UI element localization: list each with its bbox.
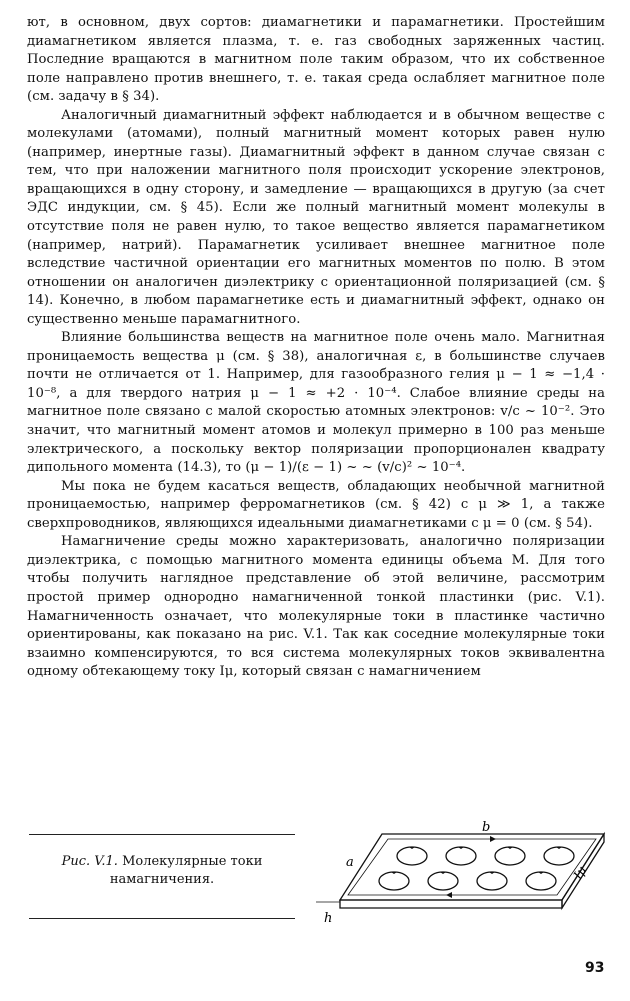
label-b: b [482, 820, 491, 835]
caption-rule-top [29, 834, 295, 835]
plate-front-side [340, 900, 562, 908]
edge-current-arrow [490, 836, 496, 842]
paragraph-2: Аналогичный диамагнитный эффект наблюдается и в обычном веществе с молекулами (атомами), полный магнитный момент которых равен нулю (например, инертные газы). Диамагнитный эффект в данном случае связан с тем, что при наложении магнитного поля происходит ускорение электронов, вращающихся в одну сторону, и замедление — вращающихся в другую (за счет ЭДС индукции, см. § 45). Если же полный магнитный момент молекулы в отсутствие поля не равен нулю, то такое вещество является парамагнетиком (например, натрий). Парамагнетик усиливает внешнее магнитное поле вследствие частичной ориентации его магнитных моментов по полю. В этом отношении он аналогичен диэлектрику с ориентационной поляризацией (см. § 14). Конечно, в любом парамагнетике есть и диамагнитный эффект, однако он существенно меньше парамагнитного. [27, 107, 605, 327]
plate-diagram [312, 818, 612, 938]
paragraph-3: Влияние большинства веществ на магнитное поле очень мало. Магнитная проницаемость вещества μ (см. § 38), аналогичная ε, в большинстве случаев почти не отличается от 1. Например, для газообразного гелия μ − 1 ≈ −1,4 · 10⁻⁸, а для твердого натрия μ − 1 ≈ +2 · 10⁻⁴. Слабое влияние среды на магнитное поле связано с малой скоростью атомных электронов: v/c ~ 10⁻². Это значит, что магнитный момент атомов и молекул примерно в 100 раз меньше электрического, а поскольку вектор поляризации пропорционален квадрату дипольного момента (14.3), то (μ − 1)/(ε − 1) ~ ~ (v/c)² ~ 10⁻⁴. [27, 330, 605, 476]
caption-label: Рис. V.1. [61, 854, 118, 869]
page-number: 93 [585, 960, 605, 976]
figure-caption [29, 853, 295, 889]
paragraph-5: Намагничение среды можно характеризовать, аналогично поляризации диэлектрика, с помощью магнитного момента единицы объема M. Для того чтобы получить наглядное представление об этой величине, рассмотрим простой пример однородно намагниченной тонкой пластинки (рис. V.1). Намагниченность означает, что молекулярные токи в пластинке частично ориентированы, как показано на рис. V.1. Так как соседние молекулярные токи взаимно компенсируются, то вся система молекулярных токов эквивалентна одному обтекающему току Iμ, который связан с намагничением [27, 534, 605, 680]
page-body [27, 14, 605, 682]
molecular-currents [379, 847, 574, 890]
caption-text: Молекулярные токи намагничения. [109, 854, 263, 887]
plate-top-face [340, 834, 604, 900]
label-current: Iμ [570, 863, 590, 882]
label-a: a [346, 855, 354, 870]
paragraph-1: ют, в основном, двух сортов: диамагнетики и парамагнетики. Простейшим диамагнетиком является плазма, т. е. газ свободных заряженных частиц. Последние вращаются в магнитном поле таким образом, что их собственное поле направлено против внешнего, т. е. такая среда ослабляет магнитное поле (см. задачу в § 34). [27, 15, 605, 105]
paragraph-4: Мы пока не будем касаться веществ, обладающих необычной магнитной проницаемостью, например ферромагнетиков (см. § 42) с μ ≫ 1, а также сверхпроводников, являющихся идеальными диамагнетиками с μ = 0 (см. § 54). [27, 478, 605, 531]
caption-rule-bottom [29, 918, 295, 919]
figure-v1 [27, 818, 605, 938]
label-h: h [324, 911, 333, 926]
